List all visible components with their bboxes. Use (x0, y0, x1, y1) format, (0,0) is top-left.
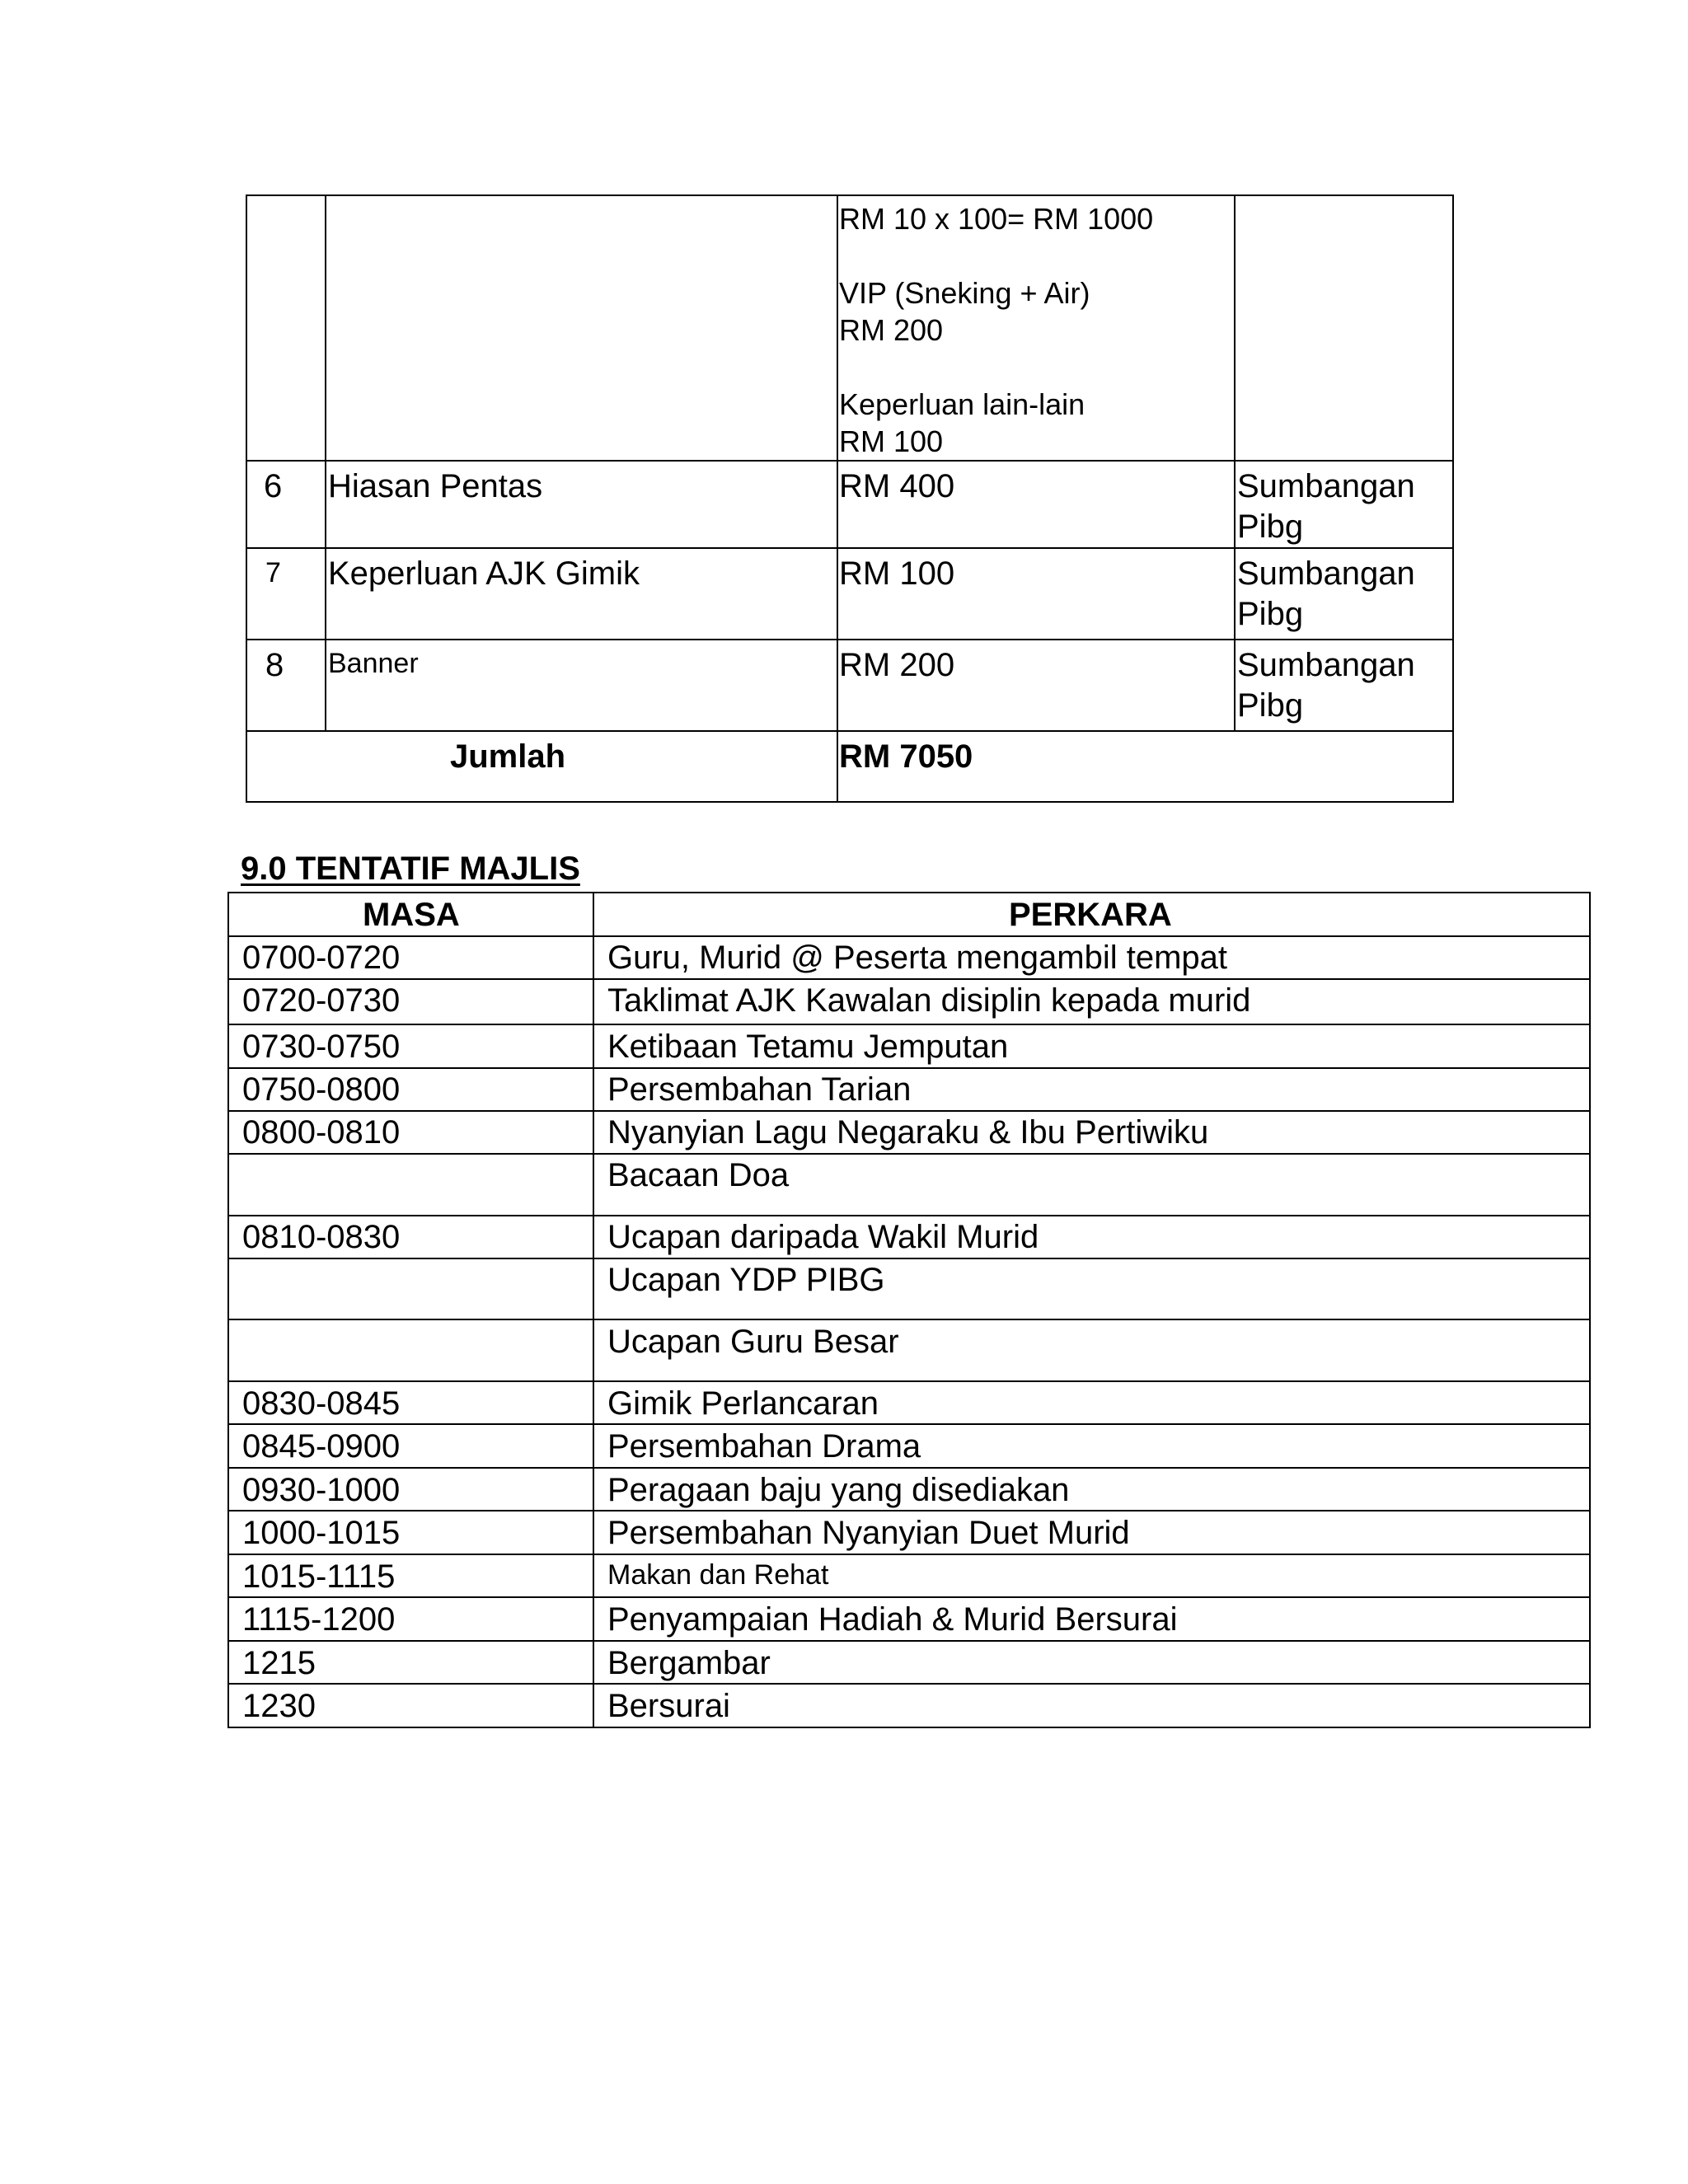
section-title: 9.0 TENTATIF MAJLIS (241, 851, 580, 887)
schedule-time: 0700-0720 (242, 940, 401, 976)
cost-detail-line: RM 200 (839, 313, 944, 347)
budget-row-number: 6 (264, 468, 283, 504)
budget-row-source: Pibg (1237, 687, 1304, 724)
schedule-time: 0830-0845 (242, 1385, 401, 1422)
schedule-item: Penyampaian Hadiah & Murid Bersurai (607, 1601, 1178, 1638)
schedule-item: Persembahan Drama (607, 1428, 921, 1465)
budget-row-cost: RM 100 (839, 555, 955, 592)
budget-row-cost: RM 200 (839, 647, 955, 683)
schedule-item: Taklimat AJK Kawalan disiplin kepada murid (607, 982, 1251, 1019)
schedule-item: Makan dan Rehat (607, 1559, 829, 1591)
budget-row-source: Pibg (1237, 596, 1304, 632)
schedule-item: Ucapan Guru Besar (607, 1324, 899, 1360)
cost-detail-line: RM 100 (839, 424, 944, 458)
schedule-time: 0720-0730 (242, 982, 401, 1019)
schedule-item: Bergambar (607, 1645, 771, 1681)
schedule-time: 1115-1200 (242, 1601, 396, 1638)
schedule-time: 0930-1000 (242, 1472, 401, 1508)
schedule-header-time: MASA (363, 897, 460, 933)
budget-row-item: Hiasan Pentas (328, 468, 543, 504)
budget-row-source: Sumbangan (1237, 647, 1415, 683)
schedule-item: Nyanyian Lagu Negaraku & Ibu Pertiwiku (607, 1114, 1209, 1151)
schedule-item: Ketibaan Tetamu Jemputan (607, 1029, 1009, 1065)
budget-total-label: Jumlah (450, 738, 566, 775)
budget-row-source: Sumbangan (1237, 555, 1415, 592)
schedule-item: Persembahan Tarian (607, 1071, 912, 1108)
budget-row-number: 7 (265, 557, 281, 588)
schedule-item: Peragaan baju yang disediakan (607, 1472, 1070, 1508)
budget-row-source: Sumbangan (1237, 468, 1415, 504)
budget-row-cost: RM 400 (839, 468, 955, 504)
schedule-item: Bacaan Doa (607, 1157, 790, 1193)
budget-row-number: 8 (265, 647, 284, 683)
budget-total-value: RM 7050 (839, 738, 973, 775)
budget-row-item: Keperluan AJK Gimik (328, 555, 640, 592)
schedule-time: 0845-0900 (242, 1428, 401, 1465)
budget-row-item: Banner (328, 648, 419, 679)
schedule-time: 1215 (242, 1645, 316, 1681)
schedule-item: Gimik Perlancaran (607, 1385, 879, 1422)
schedule-item: Guru, Murid @ Peserta mengambil tempat (607, 940, 1228, 976)
schedule-time: 0730-0750 (242, 1029, 401, 1065)
budget-row-source: Pibg (1237, 509, 1304, 545)
schedule-time: 0810-0830 (242, 1219, 401, 1255)
schedule-item: Ucapan daripada Wakil Murid (607, 1219, 1039, 1255)
schedule-item: Ucapan YDP PIBG (607, 1262, 885, 1298)
schedule-time: 0800-0810 (242, 1114, 401, 1151)
schedule-time: 1230 (242, 1688, 316, 1724)
schedule-time: 0750-0800 (242, 1071, 401, 1108)
cost-detail-line: Keperluan lain-lain (839, 387, 1085, 421)
cost-detail-line: RM 10 x 100= RM 1000 (839, 202, 1154, 236)
schedule-item: Persembahan Nyanyian Duet Murid (607, 1515, 1130, 1551)
schedule-time: 1000-1015 (242, 1515, 401, 1551)
schedule-time: 1015-1115 (242, 1558, 396, 1595)
schedule-header-item: PERKARA (1009, 897, 1172, 933)
cost-detail-line: VIP (Sneking + Air) (839, 276, 1090, 310)
schedule-item: Bersurai (607, 1688, 730, 1724)
